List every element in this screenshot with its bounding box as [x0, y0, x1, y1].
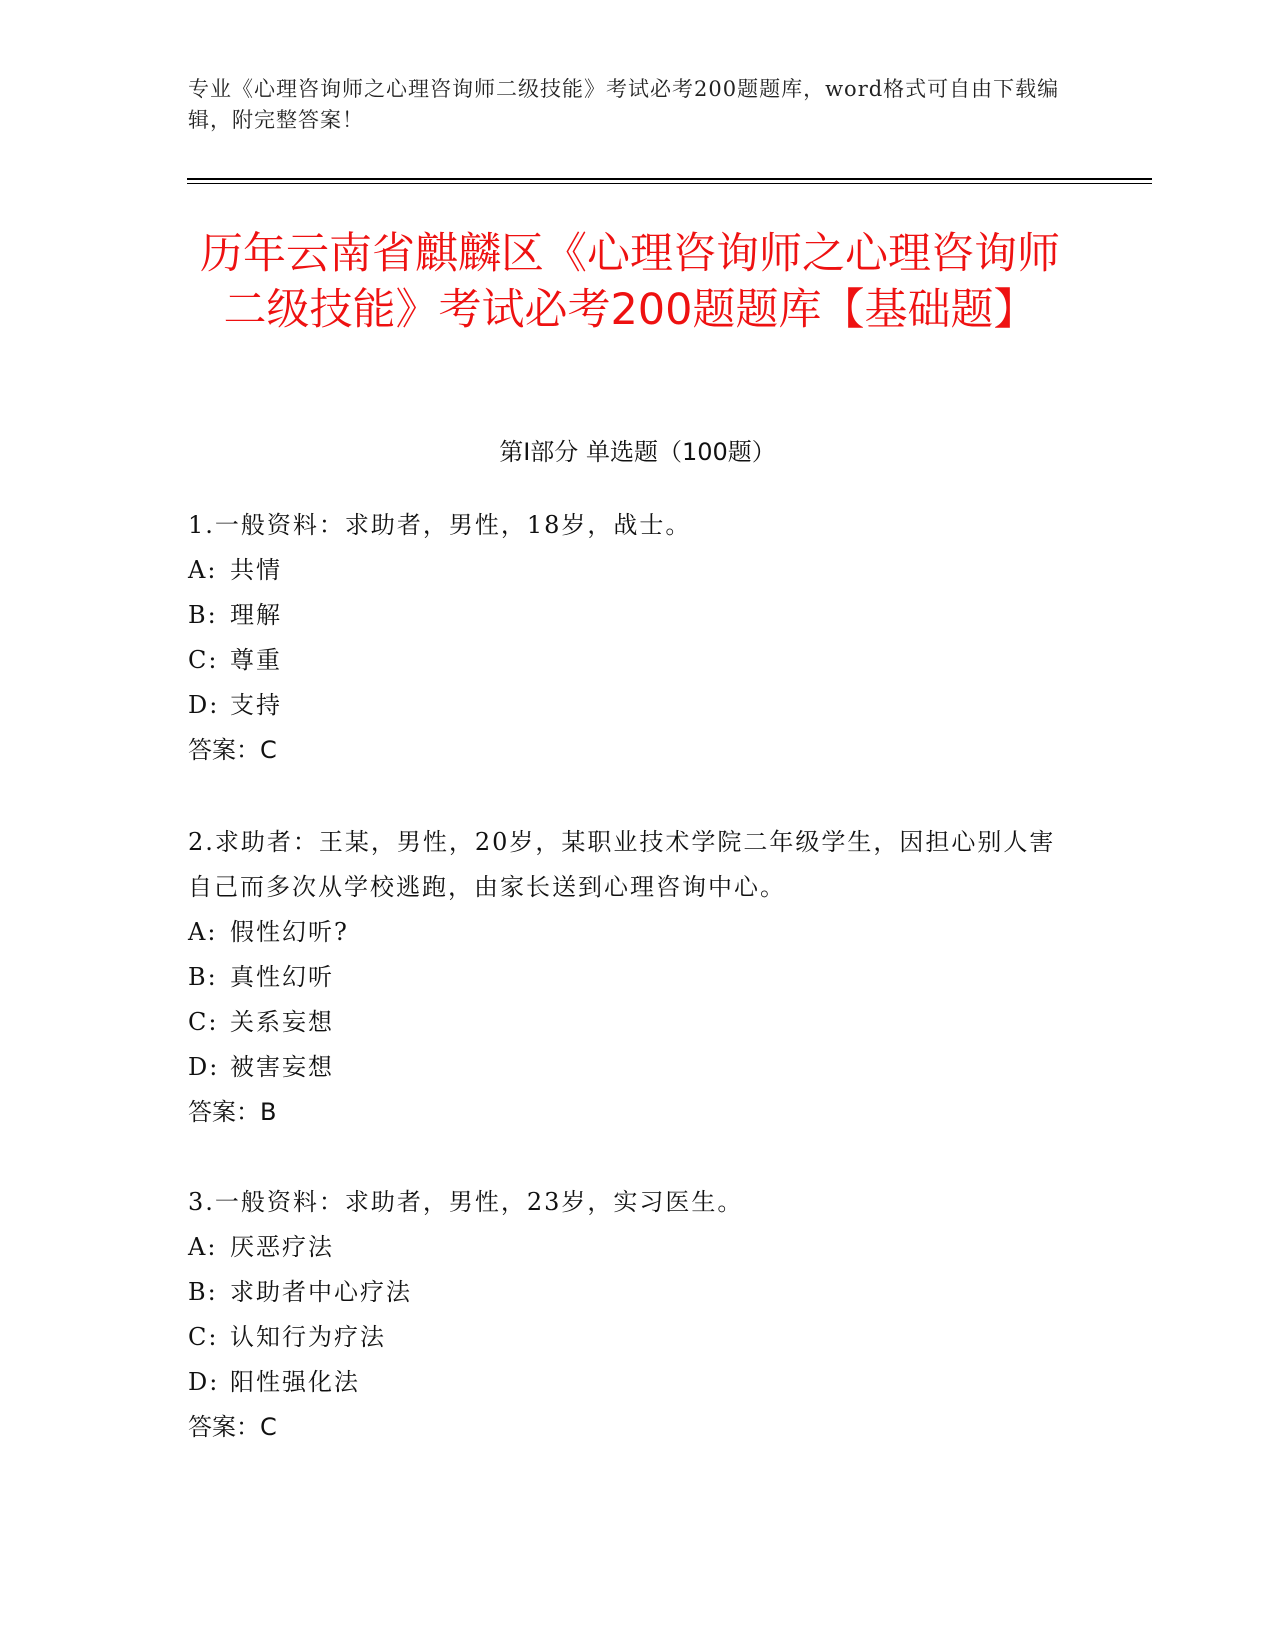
option-label: B: [188, 963, 218, 991]
header-rule-thin [187, 183, 1152, 184]
option-text: 被害妄想 [230, 1053, 334, 1081]
option-b [188, 955, 1068, 1000]
option-b [188, 593, 1068, 638]
option-d [188, 1045, 1068, 1090]
option-label: A: [188, 918, 218, 946]
option-d [188, 1360, 1068, 1405]
option-b [188, 1270, 1068, 1315]
answer: 答案：C [188, 736, 277, 764]
option-c [188, 1315, 1068, 1360]
option-text: 关系妄想 [230, 1008, 334, 1036]
option-c [188, 638, 1068, 683]
header-note: 专业《心理咨询师之心理咨询师二级技能》考试必考200题题库，word格式可自由下载编辑，附完整答案！ [188, 77, 1060, 132]
option-a [188, 548, 1068, 593]
option-text: 阳性强化法 [230, 1368, 360, 1396]
option-label: B: [188, 1278, 218, 1306]
option-text: 共情 [230, 556, 282, 584]
option-text: 尊重 [230, 646, 282, 674]
answer: 答案：C [188, 1413, 277, 1441]
option-label: D: [188, 691, 220, 719]
option-text: 厌恶疗法 [230, 1233, 334, 1261]
option-a [188, 910, 1068, 955]
option-label: C: [188, 1008, 219, 1036]
option-text: 求助者中心疗法 [230, 1278, 412, 1306]
option-label: D: [188, 1368, 220, 1396]
question-stem: 1.一般资料：求助者，男性，18岁，战士。 [188, 511, 692, 539]
question-stem: 2.求助者：王某，男性，20岁，某职业技术学院二年级学生，因担心别人害自己而多次从学校逃跑，由家长送到心理咨询中心。 [188, 828, 1056, 901]
question-2 [188, 820, 1068, 1135]
option-label: A: [188, 556, 218, 584]
option-label: D: [188, 1053, 220, 1081]
question-3 [188, 1180, 1068, 1450]
option-label: A: [188, 1233, 218, 1261]
answer: 答案：B [188, 1098, 277, 1126]
option-a [188, 1225, 1068, 1270]
option-text: 支持 [230, 691, 282, 719]
question-1 [188, 503, 1068, 773]
option-text: 认知行为疗法 [230, 1323, 386, 1351]
option-text: 假性幻听? [230, 918, 349, 946]
option-label: C: [188, 1323, 219, 1351]
option-label: B: [188, 601, 218, 629]
option-c [188, 1000, 1068, 1045]
option-text: 真性幻听 [230, 963, 334, 991]
option-label: C: [188, 646, 219, 674]
question-stem: 3.一般资料：求助者，男性，23岁，实习医生。 [188, 1188, 744, 1216]
document-title: 历年云南省麒麟区《心理咨询师之心理咨询师二级技能》考试必考200题题库【基础题】 [200, 229, 1060, 335]
header-rule-thick [187, 178, 1152, 180]
option-d [188, 683, 1068, 728]
section-heading: 第I部分 单选题（100题） [499, 438, 776, 466]
option-text: 理解 [230, 601, 282, 629]
